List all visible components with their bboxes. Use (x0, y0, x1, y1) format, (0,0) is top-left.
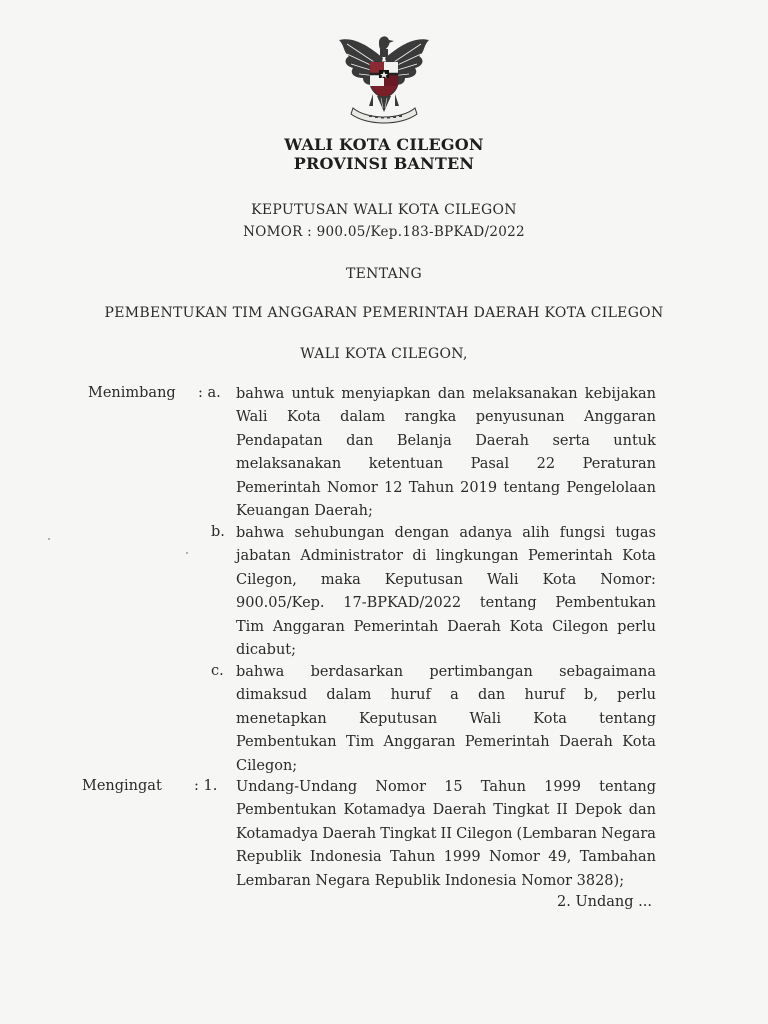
word: untuk (291, 386, 335, 402)
word: Nomor (326, 479, 378, 496)
word: 2019 (460, 479, 498, 496)
text-line (236, 684, 656, 707)
text-line (236, 545, 656, 568)
word: Wali (487, 571, 519, 588)
word: 1999 (443, 849, 481, 866)
text-line (236, 731, 656, 754)
text-line (236, 430, 656, 453)
word: Pasal (470, 456, 510, 473)
word: Tahun (408, 479, 454, 496)
word: serta (552, 432, 590, 449)
word: Kota (622, 548, 656, 565)
text-line (236, 569, 656, 592)
word: Kotamadya (236, 825, 319, 842)
word: Wali (236, 409, 268, 426)
word: Kota (533, 710, 567, 727)
word: di (412, 548, 427, 565)
word: Daerah (559, 734, 613, 751)
word: dalam (326, 687, 372, 704)
text-line: Lembaran Negara Republik Indonesia Nomor 3828); (236, 872, 625, 889)
word: Pengelolaan (566, 479, 656, 496)
word: Cilegon (456, 825, 513, 842)
word: dan (628, 802, 656, 819)
word: dimaksud (236, 687, 308, 704)
text-line (236, 799, 656, 822)
word: rangka (404, 409, 457, 426)
word: huruf (524, 687, 565, 704)
word: Pembentukan (555, 595, 656, 612)
word: Pemerintah (464, 734, 550, 751)
consideration-b (236, 522, 656, 662)
word: 17-BPKAD/2022 (343, 595, 462, 612)
word: Nomor (489, 849, 540, 866)
word: 49, (548, 849, 572, 866)
scan-speck (48, 538, 50, 540)
word: tentang (599, 710, 656, 727)
text-line (236, 406, 656, 429)
word: dalam (340, 409, 386, 426)
word: penyusunan (475, 409, 565, 426)
word: melaksanakan (472, 386, 578, 402)
word: Keputusan (384, 571, 463, 588)
word: Anggaran (584, 409, 656, 426)
word: b, (584, 687, 598, 704)
word: Tingkat (493, 802, 550, 819)
word: Wali (469, 710, 502, 727)
word: dengan (394, 525, 450, 541)
word: tentang (599, 779, 656, 795)
word: 1999 (544, 779, 582, 795)
word: pertimbangan (429, 664, 533, 680)
word: tugas (615, 525, 656, 541)
word: perlu (617, 687, 656, 704)
word: sehubungan (294, 525, 385, 541)
word: Tim (346, 734, 375, 751)
word: Kotamadya (343, 802, 426, 819)
word: Anggaran (272, 618, 345, 635)
item-marker: b. (211, 524, 225, 540)
text-line: Cilegon; (236, 757, 298, 774)
word: 900.05/Kep. (236, 595, 325, 612)
word: Tingkat (380, 825, 437, 842)
word: Pemerintah (528, 548, 613, 565)
word: Tim (236, 618, 265, 635)
word: Republik (236, 849, 302, 866)
decree-number: NOMOR : 900.05/Kep.183-BPKAD/2022 (243, 224, 525, 240)
consideration-c (236, 661, 656, 778)
word: alih (522, 525, 550, 541)
decree-subject: PEMBENTUKAN TIM ANGGARAN PEMERINTAH DAERAH KOTA CILEGON (104, 305, 664, 321)
word: Tahun (480, 779, 526, 795)
word: Anggaran (383, 734, 456, 751)
text-line (236, 592, 656, 615)
word: Kota (287, 409, 321, 426)
item-marker: : 1. (194, 778, 218, 794)
word: Kota (542, 571, 577, 588)
word: bahwa (236, 525, 285, 541)
word: dan (346, 432, 374, 449)
text-line (236, 661, 656, 684)
word: maka (320, 571, 361, 588)
word: Administrator (300, 548, 403, 565)
province-title: PROVINSI BANTEN (293, 154, 475, 173)
text-line: dicabut; (236, 642, 297, 659)
word: Pemerintah (353, 618, 439, 635)
word: 22 (536, 456, 556, 473)
word: untuk (613, 432, 656, 449)
word: tentang (479, 595, 537, 612)
word: adanya (459, 525, 513, 541)
word: dan (478, 687, 506, 704)
word: 12 (384, 479, 403, 496)
scan-speck (186, 552, 188, 554)
word: Daerah (447, 618, 501, 635)
word: Tambahan (579, 849, 656, 866)
garuda-pancasila-emblem-icon (333, 28, 435, 128)
about-label: TENTANG (345, 266, 423, 282)
text-line (236, 616, 656, 639)
text-line (236, 522, 656, 545)
word: sebagaimana (559, 664, 656, 680)
word: Depok (574, 802, 622, 819)
word: Daerah (322, 825, 377, 842)
menimbang-label: Menimbang (88, 385, 176, 401)
word: dan (437, 386, 466, 402)
text-line (236, 453, 656, 476)
word: Pembentukan (236, 734, 337, 751)
text-line (236, 383, 656, 406)
word: fungsi (559, 525, 606, 541)
word: perlu (617, 618, 656, 635)
word: Pemerintah (236, 479, 321, 496)
word: Pembentukan (236, 802, 337, 819)
item-marker: c. (211, 663, 224, 679)
word: Daerah (475, 432, 530, 449)
text-line (236, 477, 656, 500)
word: kebijakan (584, 386, 656, 402)
word: Peraturan (582, 456, 656, 473)
word: Daerah (432, 802, 487, 819)
page-continuation: 2. Undang ... (557, 894, 652, 910)
decree-title: KEPUTUSAN WALI KOTA CILEGON (251, 202, 517, 218)
word: Kota (509, 618, 544, 635)
word: Cilegon, (236, 571, 297, 588)
text-line (236, 776, 656, 799)
word: lingkungan (435, 548, 519, 565)
word: Nomor: (600, 571, 656, 588)
word: bahwa (236, 386, 285, 402)
word: II (440, 825, 452, 842)
text-line: Keuangan Daerah; (236, 503, 373, 520)
word: huruf (390, 687, 431, 704)
word: Undang-Undang (236, 779, 358, 795)
word: berdasarkan (310, 664, 404, 680)
word: Nomor (375, 779, 427, 795)
text-line (236, 708, 656, 731)
legal-basis-1 (236, 776, 656, 893)
word: melaksanakan (236, 456, 342, 473)
text-line (236, 823, 656, 846)
word: jabatan (236, 548, 291, 565)
word: Keputusan (359, 710, 438, 727)
word: II (556, 802, 568, 819)
text-line (236, 846, 656, 869)
issuer-title: WALI KOTA CILEGON (284, 135, 484, 154)
issuer-name: WALI KOTA CILEGON, (300, 346, 468, 362)
word: Negara (601, 825, 656, 842)
word: (Lembaran (516, 825, 598, 842)
word: a (450, 687, 459, 704)
word: Indonesia (309, 849, 382, 866)
word: Belanja (396, 432, 452, 449)
word: ketentuan (368, 456, 444, 473)
consideration-a (236, 383, 656, 523)
word: menetapkan (236, 710, 327, 727)
word: Cilegon (552, 618, 609, 635)
word: menyiapkan (341, 386, 431, 402)
mengingat-label: Mengingat (82, 778, 162, 794)
word: Kota (622, 734, 656, 751)
word: tentang (503, 479, 561, 496)
word: Tahun (390, 849, 436, 866)
word: bahwa (236, 664, 285, 680)
word: 15 (444, 779, 463, 795)
word: Pendapatan (236, 432, 323, 449)
item-marker: : a. (198, 385, 221, 401)
